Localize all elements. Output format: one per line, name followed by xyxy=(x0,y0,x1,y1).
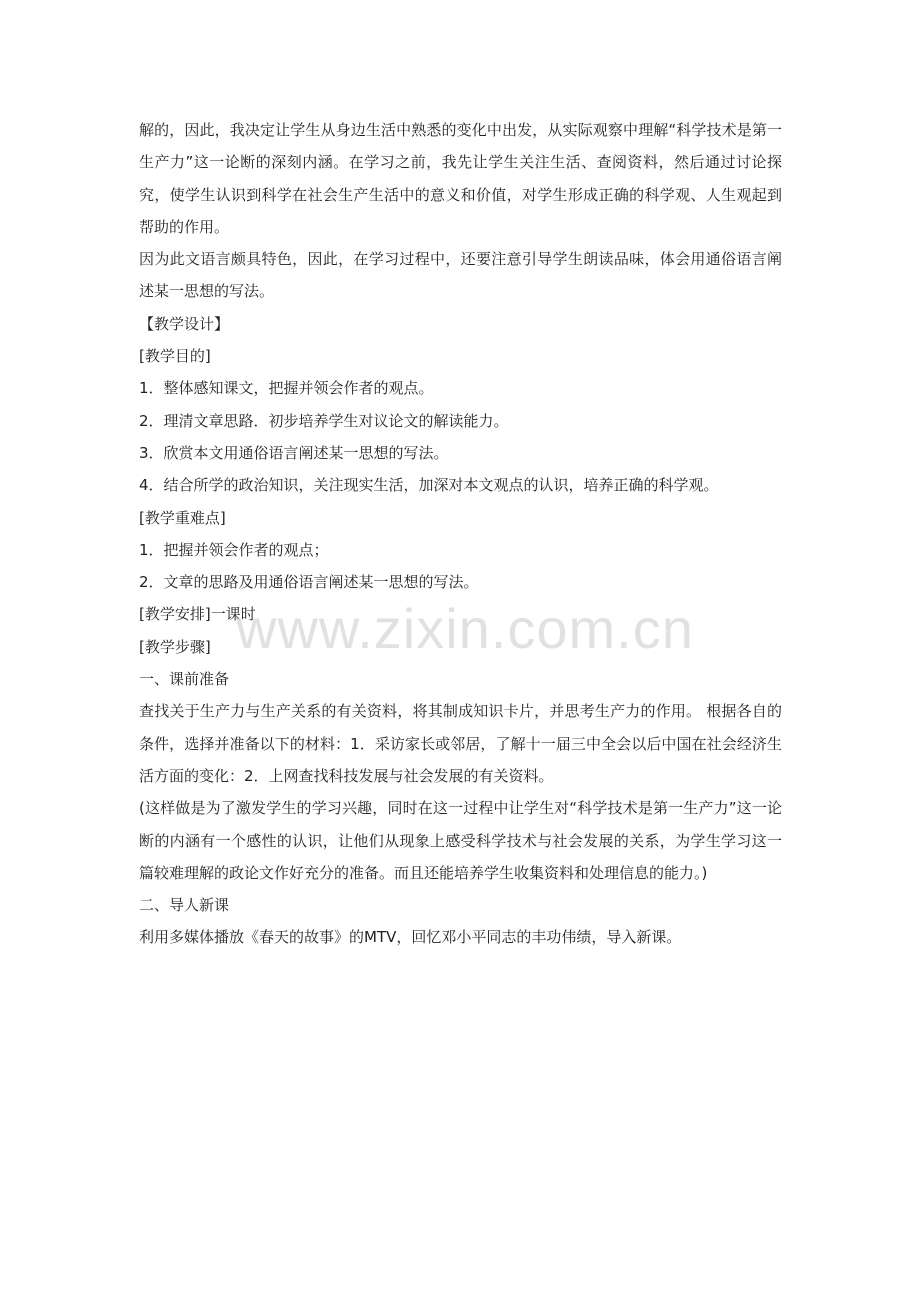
paragraph-intro: 解的，因此，我决定让学生从身边生活中熟悉的变化中出发，从实际观察中理解“科学技术是第一生产力”这一论断的深刻内涵。在学习之前，我先让学生关注生活、查阅资料，然后通过讨论探究，使学生认识到科学在社会生产生活中的意义和价值，对学生形成正确的科学观、人生观起到帮助的作用。 xyxy=(139,121,782,236)
objective-item-2: 2．理清文章思路．初步培养学生对议论文的解读能力。 xyxy=(139,411,509,430)
objective-item-4: 4．结合所学的政治知识，关注现实生活，加深对本文观点的认识，培养正确的科学观。 xyxy=(139,476,719,495)
paragraph-preparation-note: (这样做是为了激发学生的学习兴趣，同时在这一过程中让学生对“科学技术是第一生产力”这一论断的内涵有一个感性的认识，让他们从现象上感受科学技术与社会发展的关系，为学生学习这一篇较难理解的政论文作好充分的准备。而且还能培养学生收集资料和处理信息的能力。) xyxy=(139,799,782,882)
paragraph-new-lesson: 利用多媒体播放《春天的故事》的MTV，回忆邓小平同志的丰功伟绩，导入新课。 xyxy=(139,928,682,947)
objective-item-3: 3．欣赏本文用通俗语言阐述某一思想的写法。 xyxy=(139,443,449,462)
site-watermark: www.zixin.com.cn xyxy=(236,597,694,660)
heading-teaching-steps: [教学步骤] xyxy=(139,637,211,656)
heading-teaching-objectives: [教学目的] xyxy=(139,347,211,366)
paragraph-language-feature: 因为此文语言颇具特色，因此，在学习过程中，还要注意引导学生朗读品味，体会用通俗语言阐述某一思想的写法。 xyxy=(139,250,782,301)
paragraph-preparation: 查找关于生产力与生产关系的有关资料，将其制成知识卡片，并思考生产力的作用。 根据各自的条件，选择并准备以下的材料：1．采访家长或邻居，了解十一届三中全会以后中国在社会经济生活方面的变化：2．上网查找科技发展与社会发展的有关资料。 xyxy=(139,702,782,785)
key-point-item-2: 2．文章的思路及用通俗语言阐述某一思想的写法。 xyxy=(139,573,479,592)
step-heading-new-lesson: 二、导人新课 xyxy=(139,896,230,915)
heading-key-difficult-points: [教学重难点] xyxy=(139,508,226,527)
objective-item-1: 1．整体感知课文，把握并领会作者的观点。 xyxy=(139,379,434,398)
document-body xyxy=(139,114,782,954)
key-point-item-1: 1．把握并领会作者的观点； xyxy=(139,540,329,559)
heading-teaching-design: 【教学设计】 xyxy=(139,314,230,333)
heading-teaching-arrangement: [教学安排]一课时 xyxy=(139,605,256,624)
step-heading-preparation: 一、课前准备 xyxy=(139,670,230,689)
